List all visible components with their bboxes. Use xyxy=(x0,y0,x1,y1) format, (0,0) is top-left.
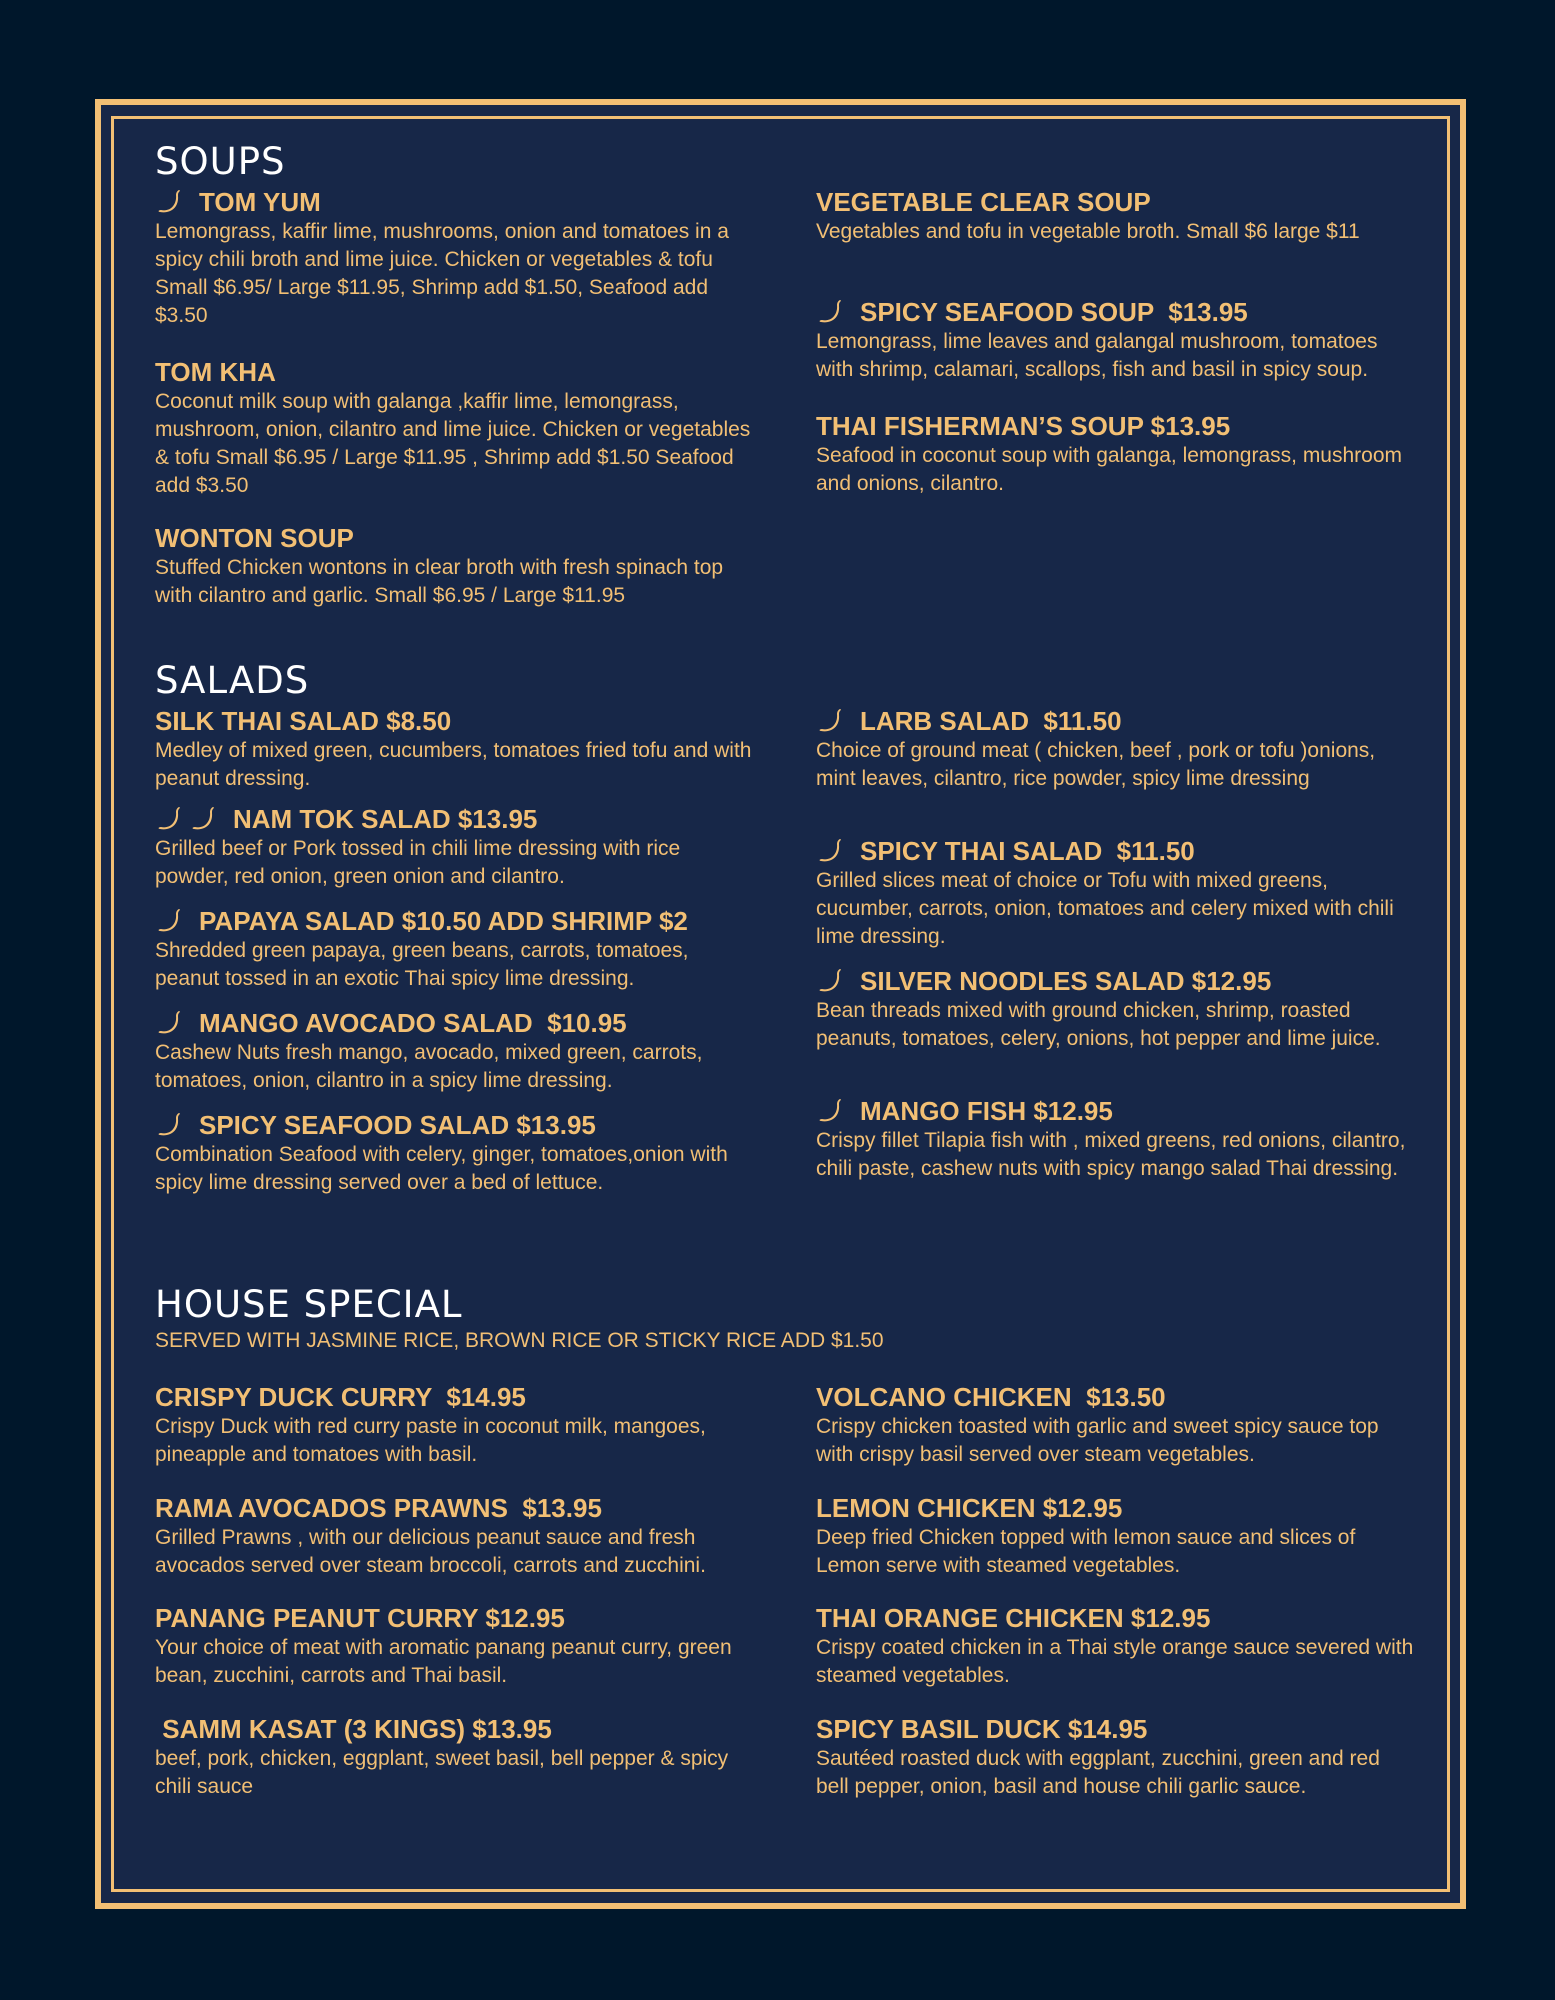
item-name: SILVER NOODLES SALAD $12.95 xyxy=(860,966,1272,996)
item-name-row xyxy=(155,1713,755,1745)
item-name-row xyxy=(155,1381,755,1413)
item-description: Coconut milk soup with galanga ,kaffir lime, lemongrass, mushroom, onion, cilantro and lime juice. Chicken or vegetables & tofu Small $6.95 / Large $11.95 , Shrimp add $1.50 Seafood add $3.50 xyxy=(155,390,751,497)
item-name-row xyxy=(816,835,1416,867)
item-name: SPICY THAI SALAD $11.50 xyxy=(860,836,1195,866)
menu-item-thai-orange-chicken xyxy=(816,1602,1416,1690)
item-name-row xyxy=(155,803,755,835)
item-description: Shredded green papaya, green beans, carrots, tomatoes, peanut tossed in an exotic Thai spicy lime dressing. xyxy=(155,939,689,990)
item-name: SILK THAI SALAD $8.50 xyxy=(155,706,452,736)
item-name-row xyxy=(155,1492,755,1524)
item-name: LEMON CHICKEN $12.95 xyxy=(816,1493,1123,1523)
item-description: Grilled beef or Pork tossed in chili lime dressing with rice powder, red onion, green onion and cilantro. xyxy=(155,837,681,888)
item-name-row xyxy=(155,522,755,554)
item-description: Choice of ground meat ( chicken, beef , pork or tofu )onions, mint leaves, cilantro, rice powder, spicy lime dressing xyxy=(816,739,1376,790)
item-description: Crispy coated chicken in a Thai style orange sauce severed with steamed vegetables. xyxy=(816,1636,1414,1687)
chili-pepper-icon xyxy=(155,905,189,937)
item-description: Grilled Prawns , with our delicious peanut sauce and fresh avocados served over steam broccoli, carrots and zucchini. xyxy=(155,1526,706,1577)
item-name: TOM YUM xyxy=(199,187,321,217)
menu-item-rama-avocados-prawns xyxy=(155,1492,755,1580)
chili-pepper-icon xyxy=(816,965,850,997)
menu-item-spicy-thai-salad xyxy=(816,835,1416,951)
item-name-row xyxy=(155,705,755,737)
item-name-row xyxy=(816,1492,1416,1524)
item-description: Lemongrass, kaffir lime, mushrooms, onion and tomatoes in a spicy chili broth and lime juice. Chicken or vegetables & tofu Small $6.95/ Large $11.95, Shrimp add $1.50, Seafood add $3.50 xyxy=(155,220,729,327)
chili-pepper-icon xyxy=(816,1095,850,1127)
item-name-row xyxy=(816,1095,1416,1127)
item-name: PAPAYA SALAD $10.50 ADD SHRIMP $2 xyxy=(199,906,688,936)
item-description: Combination Seafood with celery, ginger, tomatoes,onion with spicy lime dressing served over a bed of lettuce. xyxy=(155,1143,728,1194)
item-description: Stuffed Chicken wontons in clear broth with fresh spinach top with cilantro and garlic. Small $6.95 / Large $11.95 xyxy=(155,556,724,607)
menu-item-papaya-salad xyxy=(155,905,755,993)
item-name-row xyxy=(155,1602,755,1634)
salads-heading: SALADS xyxy=(155,659,310,702)
chili-pepper-icon xyxy=(816,705,850,737)
item-description: Bean threads mixed with ground chicken, shrimp, roasted peanuts, tomatoes, celery, onions, hot pepper and lime juice. xyxy=(816,999,1381,1050)
chili-pepper-icon xyxy=(816,296,850,328)
soups-heading: SOUPS xyxy=(155,140,286,183)
item-name: TOM KHA xyxy=(155,357,276,387)
item-name-row xyxy=(816,1713,1416,1745)
item-description: beef, pork, chicken, eggplant, sweet basil, bell pepper & spicy chili sauce xyxy=(155,1747,729,1798)
item-description: Cashew Nuts fresh mango, avocado, mixed green, carrots, tomatoes, onion, cilantro in a spicy lime dressing. xyxy=(155,1041,703,1092)
item-description: Deep fried Chicken topped with lemon sauce and slices of Lemon serve with steamed vegetables. xyxy=(816,1526,1356,1577)
menu-item-wonton-soup xyxy=(155,522,755,610)
menu-item-tom-kha xyxy=(155,356,755,500)
item-name: THAI ORANGE CHICKEN $12.95 xyxy=(816,1603,1211,1633)
chili-pepper-icon xyxy=(155,186,189,218)
house-special-heading: HOUSE SPECIAL xyxy=(155,1283,463,1326)
menu-item-nam-tok-salad xyxy=(155,803,755,891)
item-description: Medley of mixed green, cucumbers, tomatoes fried tofu and with peanut dressing. xyxy=(155,739,752,790)
item-name-row xyxy=(816,186,1416,218)
item-name: VOLCANO CHICKEN $13.50 xyxy=(816,1382,1166,1412)
menu-item-spicy-basil-duck xyxy=(816,1713,1416,1801)
menu-item-silver-noodles-salad xyxy=(816,965,1416,1053)
item-name: NAM TOK SALAD $13.95 xyxy=(233,804,538,834)
item-name-row xyxy=(155,356,755,388)
item-name: MANGO AVOCADO SALAD $10.95 xyxy=(199,1008,627,1038)
item-name: THAI FISHERMAN’S SOUP $13.95 xyxy=(816,411,1231,441)
item-name: SPICY BASIL DUCK $14.95 xyxy=(816,1714,1148,1744)
item-description: Lemongrass, lime leaves and galangal mushroom, tomatoes with shrimp, calamari, scallops, fish and basil in spicy soup. xyxy=(816,330,1378,381)
item-name-row xyxy=(816,296,1416,328)
item-name: SPICY SEAFOOD SALAD $13.95 xyxy=(199,1110,596,1140)
item-name: VEGETABLE CLEAR SOUP xyxy=(816,187,1151,217)
menu-item-tom-yum xyxy=(155,186,755,330)
item-name-row xyxy=(155,186,755,218)
menu-item-spicy-seafood-soup xyxy=(816,296,1416,384)
chili-pepper-icon xyxy=(816,835,850,867)
item-description: Crispy chicken toasted with garlic and sweet spicy sauce top with crispy basil served over steam vegetables. xyxy=(816,1415,1379,1466)
item-name-row xyxy=(816,1602,1416,1634)
item-description: Sautéed roasted duck with eggplant, zucchini, green and red bell pepper, onion, basil and house chili garlic sauce. xyxy=(816,1747,1380,1798)
menu-item-silk-thai-salad xyxy=(155,705,755,793)
menu-item-lemon-chicken xyxy=(816,1492,1416,1580)
menu-item-volcano-chicken xyxy=(816,1381,1416,1469)
item-name: PANANG PEANUT CURRY $12.95 xyxy=(155,1603,565,1633)
item-name-row xyxy=(816,705,1416,737)
menu-item-samm-kasat xyxy=(155,1713,755,1801)
item-name: CRISPY DUCK CURRY $14.95 xyxy=(155,1382,526,1412)
item-description: Your choice of meat with aromatic panang peanut curry, green bean, zucchini, carrots and Thai basil. xyxy=(155,1636,732,1687)
item-description: Vegetables and tofu in vegetable broth. Small $6 large $11 xyxy=(816,220,1360,243)
item-description: Grilled slices meat of choice or Tofu with mixed greens, cucumber, carrots, onion, tomatoes and celery mixed with chili lime dressing. xyxy=(816,869,1394,948)
item-name: WONTON SOUP xyxy=(155,523,354,553)
menu-item-mango-fish xyxy=(816,1095,1416,1183)
item-name: RAMA AVOCADOS PRAWNS $13.95 xyxy=(155,1493,602,1523)
menu-item-vegetable-clear-soup xyxy=(816,186,1416,246)
item-name: LARB SALAD $11.50 xyxy=(860,706,1122,736)
item-description: Crispy fillet Tilapia fish with , mixed greens, red onions, cilantro, chili paste, cashew nuts with spicy mango salad Thai dressing. xyxy=(816,1129,1406,1180)
item-name: MANGO FISH $12.95 xyxy=(860,1096,1113,1126)
menu-item-thai-fishermans-soup xyxy=(816,410,1416,498)
item-name: SAMM KASAT (3 KINGS) $13.95 xyxy=(155,1714,552,1744)
menu-item-larb-salad xyxy=(816,705,1416,793)
menu-item-crispy-duck-curry xyxy=(155,1381,755,1469)
item-name: SPICY SEAFOOD SOUP $13.95 xyxy=(860,297,1248,327)
chili-pepper-icon xyxy=(155,1109,189,1141)
item-name-row xyxy=(816,965,1416,997)
chili-pepper-icon xyxy=(155,803,189,835)
item-name-row xyxy=(155,1007,755,1039)
menu-item-panang-peanut-curry xyxy=(155,1602,755,1690)
item-name-row xyxy=(155,905,755,937)
item-description: Seafood in coconut soup with galanga, lemongrass, mushroom and onions, cilantro. xyxy=(816,444,1403,495)
item-name-row xyxy=(155,1109,755,1141)
chili-pepper-icon xyxy=(155,1007,189,1039)
item-name-row xyxy=(816,410,1416,442)
menu-item-spicy-seafood-salad xyxy=(155,1109,755,1197)
menu-item-mango-avocado-salad xyxy=(155,1007,755,1095)
item-name-row xyxy=(816,1381,1416,1413)
item-description: Crispy Duck with red curry paste in coconut milk, mangoes, pineapple and tomatoes with basil. xyxy=(155,1415,706,1466)
chili-pepper-icon xyxy=(189,803,223,835)
rice-note: SERVED WITH JASMINE RICE, BROWN RICE OR STICKY RICE ADD $1.50 xyxy=(155,1329,884,1352)
